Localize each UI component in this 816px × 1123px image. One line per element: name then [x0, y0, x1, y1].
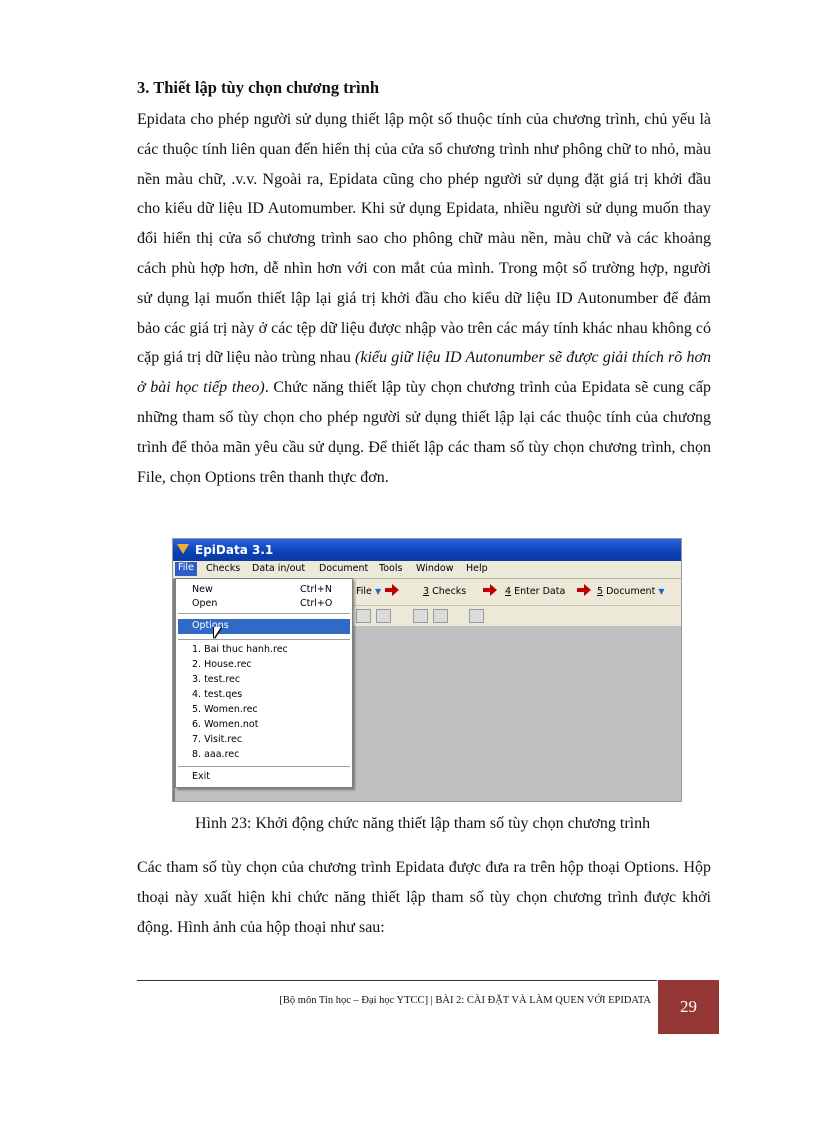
toolbar-document-button[interactable]: 5 Document ▼ — [597, 586, 665, 597]
table-icon[interactable] — [433, 609, 448, 623]
menu-tools[interactable]: Tools — [379, 563, 403, 574]
toolbar-file-button[interactable]: File ▼ — [356, 586, 382, 597]
recent-file-item[interactable]: 8. aaa.rec — [192, 749, 240, 760]
window-title: EpiData 3.1 — [195, 543, 274, 557]
menu-item-exit[interactable]: Exit — [192, 771, 210, 782]
dropdown-arrow-icon: ▼ — [374, 587, 382, 596]
page-number: 29 — [658, 980, 719, 1034]
red-arrow-icon — [483, 588, 491, 592]
menu-item-new[interactable]: New — [192, 584, 213, 595]
recent-file-item[interactable]: 3. test.rec — [192, 674, 241, 685]
copy-icon[interactable] — [376, 609, 391, 623]
file-menu — [175, 578, 353, 788]
recent-file-item[interactable]: 7. Visit.rec — [192, 734, 243, 745]
menu-item-options[interactable]: Options — [178, 619, 350, 634]
shortcut-new: Ctrl+N — [300, 584, 332, 595]
menu-checks[interactable]: Checks — [206, 563, 241, 574]
figure-caption: Hình 23: Khởi động chức năng thiết lập tham số tùy chọn chương trình — [195, 815, 651, 832]
options-paragraph: Các tham số tùy chọn của chương trình Epidata được đưa ra trên hộp thoại Options. Hộp thoại này xuất hiện khi chức năng thiết lập tham số tùy chọn chương trình được khởi động. Hình ảnh của hộp thoại như sau: — [137, 859, 711, 936]
recent-file-item[interactable]: 6. Women.not — [192, 719, 259, 730]
menu-item-open[interactable]: Open — [192, 598, 218, 609]
shortcut-open: Ctrl+O — [300, 598, 333, 609]
menu-help[interactable]: Help — [466, 563, 488, 574]
recent-file-item[interactable]: 4. test.qes — [192, 689, 243, 700]
mouse-cursor-icon — [214, 627, 221, 638]
toolbar-enter-data-button[interactable]: 4 Enter Data — [505, 586, 566, 597]
menubar — [173, 561, 681, 579]
recent-file-item[interactable]: 5. Women.rec — [192, 704, 258, 715]
red-arrow-icon — [577, 588, 585, 592]
menu-document[interactable]: Document — [319, 563, 369, 574]
grid-icon[interactable] — [413, 609, 428, 623]
toolbar-checks-button[interactable]: 3 Checks — [423, 586, 467, 597]
menu-file[interactable]: File — [175, 562, 197, 576]
window-titlebar — [173, 539, 681, 561]
menu-data-in-out[interactable]: Data in/out — [252, 563, 306, 574]
check-icon[interactable] — [469, 609, 484, 623]
section-heading: 3. Thiết lập tùy chọn chương trình — [137, 78, 379, 97]
app-icon — [177, 544, 189, 554]
recent-file-item[interactable]: 1. Bai thuc hanh.rec — [192, 644, 288, 655]
dropdown-arrow-icon: ▼ — [658, 587, 665, 596]
footer-text: [Bộ môn Tin học – Đại học YTCC] | BÀI 2: CÀI ĐẶT VÀ LÀM QUEN VỚI EPIDATA — [279, 995, 651, 1006]
red-arrow-icon — [385, 588, 393, 592]
recent-file-item[interactable]: 2. House.rec — [192, 659, 252, 670]
footer-rule — [137, 980, 657, 981]
menu-window[interactable]: Window — [416, 563, 454, 574]
epidata-screenshot — [172, 538, 682, 802]
save-icon[interactable] — [356, 609, 371, 623]
intro-paragraph: Epidata cho phép người sử dụng thiết lập một số thuộc tính của chương trình, chủ yếu là các thuộc tính liên quan đến hiển thị của cửa sổ chương trình như phông chữ to nhỏ, màu nền màu chữ, .v.v. Ngoài ra, Epidata cũng cho phép người sử dụng đặt giá trị khởi đầu cho kiểu dữ liệu ID Automumber. Khi sử dụng Epidata, nhiều người sử dụng muốn thay đổi hiển thị cửa sổ chương trình sao cho phông chữ màu nền, màu chữ và các khoảng cách phù hợp hơn, dễ nhìn hơn với con mắt của mình. Trong một số trường hợp, người sử dụng lại muốn thiết lập lại giá trị khởi đầu cho kiểu dữ liệu ID Autonumber để đảm bảo các giá trị này ở các tệp dữ liệu được nhập vào trên các máy tính khác nhau không có cặp giá trị dữ liệu nào trùng nhau (kiểu giữ liệu ID Autonumber sẽ được giải thích rõ hơn ở bài học tiếp theo). Chức năng thiết lập tùy chọn chương trình của Epidata sẽ cung cấp những tham số tùy chọn cho phép người sử dụng thiết lập lại các thuộc tính của chương trình để thỏa mãn yêu cầu sử dụng. Để thiết lập các tham số tùy chọn chương trình, chọn File, chọn Options trên thanh thực đơn. — [137, 111, 712, 486]
